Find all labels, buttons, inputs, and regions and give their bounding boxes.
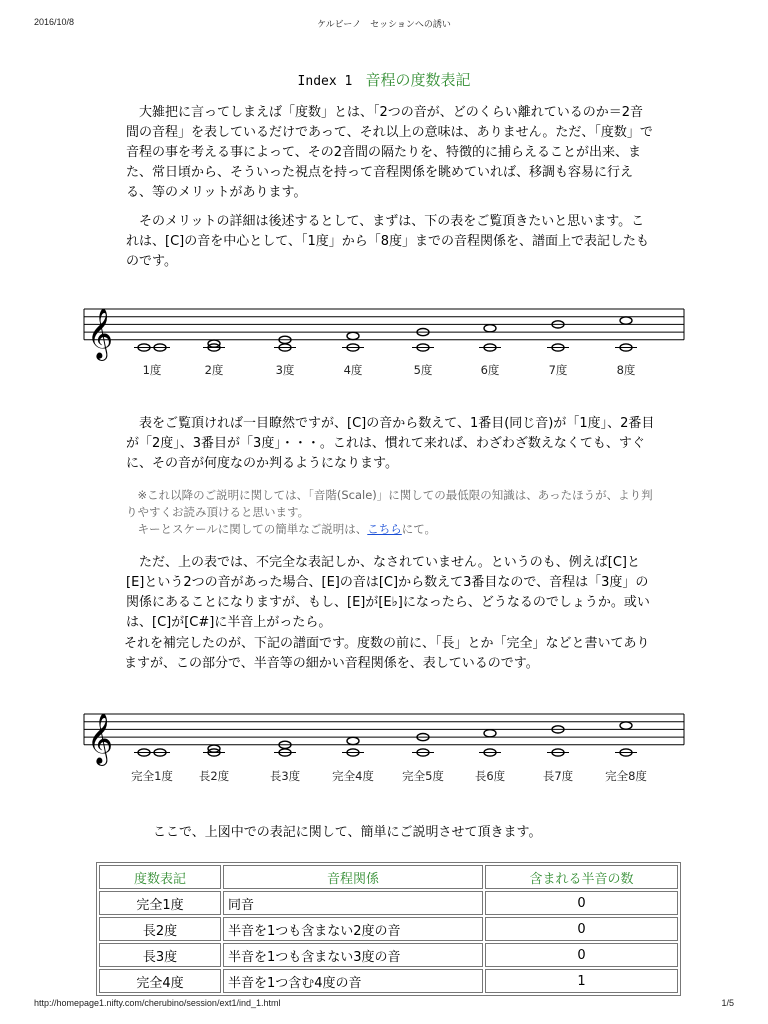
interval-label: 4度: [343, 363, 363, 377]
interval-label: 3度: [275, 363, 295, 377]
whole-note-c: [417, 344, 429, 351]
header-degree-notation: 度数表記: [99, 865, 221, 889]
staff-2-notation: [84, 713, 684, 766]
cell-degree: 完全4度: [99, 969, 221, 993]
table-intro-paragraph: そのメリットの詳細は後述するとして、まずは、下の表をご覧頂きたいと思います。これは、[C]の音を中心として、「1度」から「8度」までの音程関係を、譜面上で表記したものです。: [126, 214, 650, 269]
interval-label: 7度: [548, 363, 568, 377]
scale-note: ※これ以降のご説明に関しては、「音階(Scale)」に関しての最低限の知識は、あったほうが、より判りやすくお読み頂けると思います。: [126, 488, 653, 519]
note-suffix: にて。: [401, 522, 437, 536]
whole-note-c: [347, 749, 359, 756]
cell-semitones: 0: [485, 891, 678, 915]
whole-note-c: [138, 344, 150, 351]
header-interval-relation: 音程関係: [223, 865, 483, 889]
complement-paragraph: それを補完したのが、下記の譜面です。度数の前に、「長」とか「完全」などと書いてありますが、この部分で、半音等の細かい音程関係を、表しているのです。: [124, 636, 650, 671]
table-row: [99, 943, 678, 967]
table-lead-paragraph: ここで、上図中での表記に関して、簡単にご説明させて頂きます。: [140, 825, 542, 840]
whole-note-c: [347, 344, 359, 351]
cell-semitones: 0: [485, 917, 678, 941]
whole-note-c: [417, 749, 429, 756]
interval-label: 完全5度: [402, 769, 444, 783]
treble-clef-icon: 𝄞: [87, 307, 114, 359]
interval-label: 1度: [142, 363, 162, 377]
interval-label: 5度: [413, 363, 433, 377]
staff-1-notation: [84, 308, 684, 361]
interval-label: 長3度: [269, 769, 301, 783]
whole-note-interval: [552, 726, 564, 733]
cell-relation: 半音を1つ含む4度の音: [223, 969, 483, 993]
whole-note-c: [279, 344, 291, 351]
whole-note-interval: [347, 737, 359, 744]
cell-semitones: 0: [485, 943, 678, 967]
note-prefix: キーとスケールに関しての簡単なご説明は、: [126, 522, 368, 536]
whole-note-c: [552, 749, 564, 756]
table-row: [99, 917, 678, 941]
key-scale-link[interactable]: こちら: [367, 522, 402, 536]
interval-label: 長2度: [198, 769, 230, 783]
interval-label: 8度: [616, 363, 636, 377]
whole-note-c: [279, 749, 291, 756]
whole-note-c: [208, 749, 220, 756]
whole-note-interval: [208, 745, 220, 752]
whole-note-interval: [484, 325, 496, 332]
whole-note-interval: [417, 734, 429, 741]
interval-table: [96, 862, 681, 996]
whole-note-interval: [484, 730, 496, 737]
whole-note-interval: [620, 317, 632, 324]
whole-note-c: [154, 749, 166, 756]
whole-note-interval: [417, 329, 429, 336]
interval-label: 完全4度: [332, 769, 374, 783]
whole-note-c: [208, 344, 220, 351]
whole-note-c: [620, 749, 632, 756]
whole-note-c: [552, 344, 564, 351]
whole-note-interval: [620, 722, 632, 729]
explanation-paragraph: 表をご覧頂ければ一目瞭然ですが、[C]の音から数えて、1番目(同じ音)が「1度」、2番目が「2度」、3番目が「3度」・・・。これは、慣れて来れば、わざわざ数えなくても、すぐに、その音が何度なのか判るようになります。: [126, 416, 655, 471]
whole-note-c: [484, 749, 496, 756]
incomplete-notation-paragraph: ただ、上の表では、不完全な表記しか、なされていません。というのも、例えば[C]と[E]という2つの音があった場合、[E]の音は[C]から数えて3番目なので、音程は「3度」の関係にあることになりますが、もし、[E]が[E♭]になったら、どうなるのでしょうか。或いは、[C]が[C#]に半音上がったら。: [126, 555, 650, 630]
print-date: 2016/10/8: [34, 17, 75, 27]
cell-degree: 長2度: [99, 917, 221, 941]
whole-note-interval: [347, 332, 359, 339]
index-number: Index 1: [297, 74, 353, 89]
cell-degree: 完全1度: [99, 891, 221, 915]
cell-relation: 半音を1つも含まない3度の音: [223, 943, 483, 967]
interval-label: 2度: [204, 363, 224, 377]
whole-note-c: [484, 344, 496, 351]
print-url: http://homepage1.nifty.com/cherubino/session/ext1/ind_1.html: [34, 998, 281, 1008]
interval-label: 完全8度: [605, 769, 647, 783]
print-page-number: 1/5: [721, 998, 734, 1008]
interval-label: 長7度: [542, 769, 574, 783]
interval-label: 完全1度: [131, 769, 173, 783]
treble-clef-icon: 𝄞: [87, 712, 114, 764]
table-row: [99, 891, 678, 915]
whole-note-interval: [208, 340, 220, 347]
whole-note-c: [620, 344, 632, 351]
key-scale-note: [126, 521, 656, 538]
print-page-title: ケルビーノ セッションへの誘い: [317, 19, 451, 29]
whole-note-c: [154, 344, 166, 351]
cell-relation: 同音: [223, 891, 483, 915]
table-row: [99, 969, 678, 993]
intro-paragraph: 大雑把に言ってしまえば「度数」とは、「2つの音が、どのくらい離れているのか＝2音間の音程」を表しているだけであって、それ以上の意味は、ありません。ただ、「度数」で音程の事を考える事によって、その2音間の隔たりを、特徴的に捕らえることが出来、また、常日頃から、そういった視点を持って音程関係を眺めていれば、移調も容易に行える、等のメリットがあります。: [126, 105, 653, 200]
whole-note-interval: [552, 321, 564, 328]
header-semitone-count: 含まれる半音の数: [485, 865, 678, 889]
whole-note-interval: [279, 741, 291, 748]
page-heading: [0, 69, 768, 90]
cell-semitones: 1: [485, 969, 678, 993]
table-header-row: [99, 865, 678, 889]
interval-label: 長6度: [474, 769, 506, 783]
interval-label: 6度: [480, 363, 500, 377]
page-title: 音程の度数表記: [365, 71, 471, 89]
cell-degree: 長3度: [99, 943, 221, 967]
whole-note-interval: [279, 336, 291, 343]
cell-relation: 半音を1つも含まない2度の音: [223, 917, 483, 941]
whole-note-c: [138, 749, 150, 756]
